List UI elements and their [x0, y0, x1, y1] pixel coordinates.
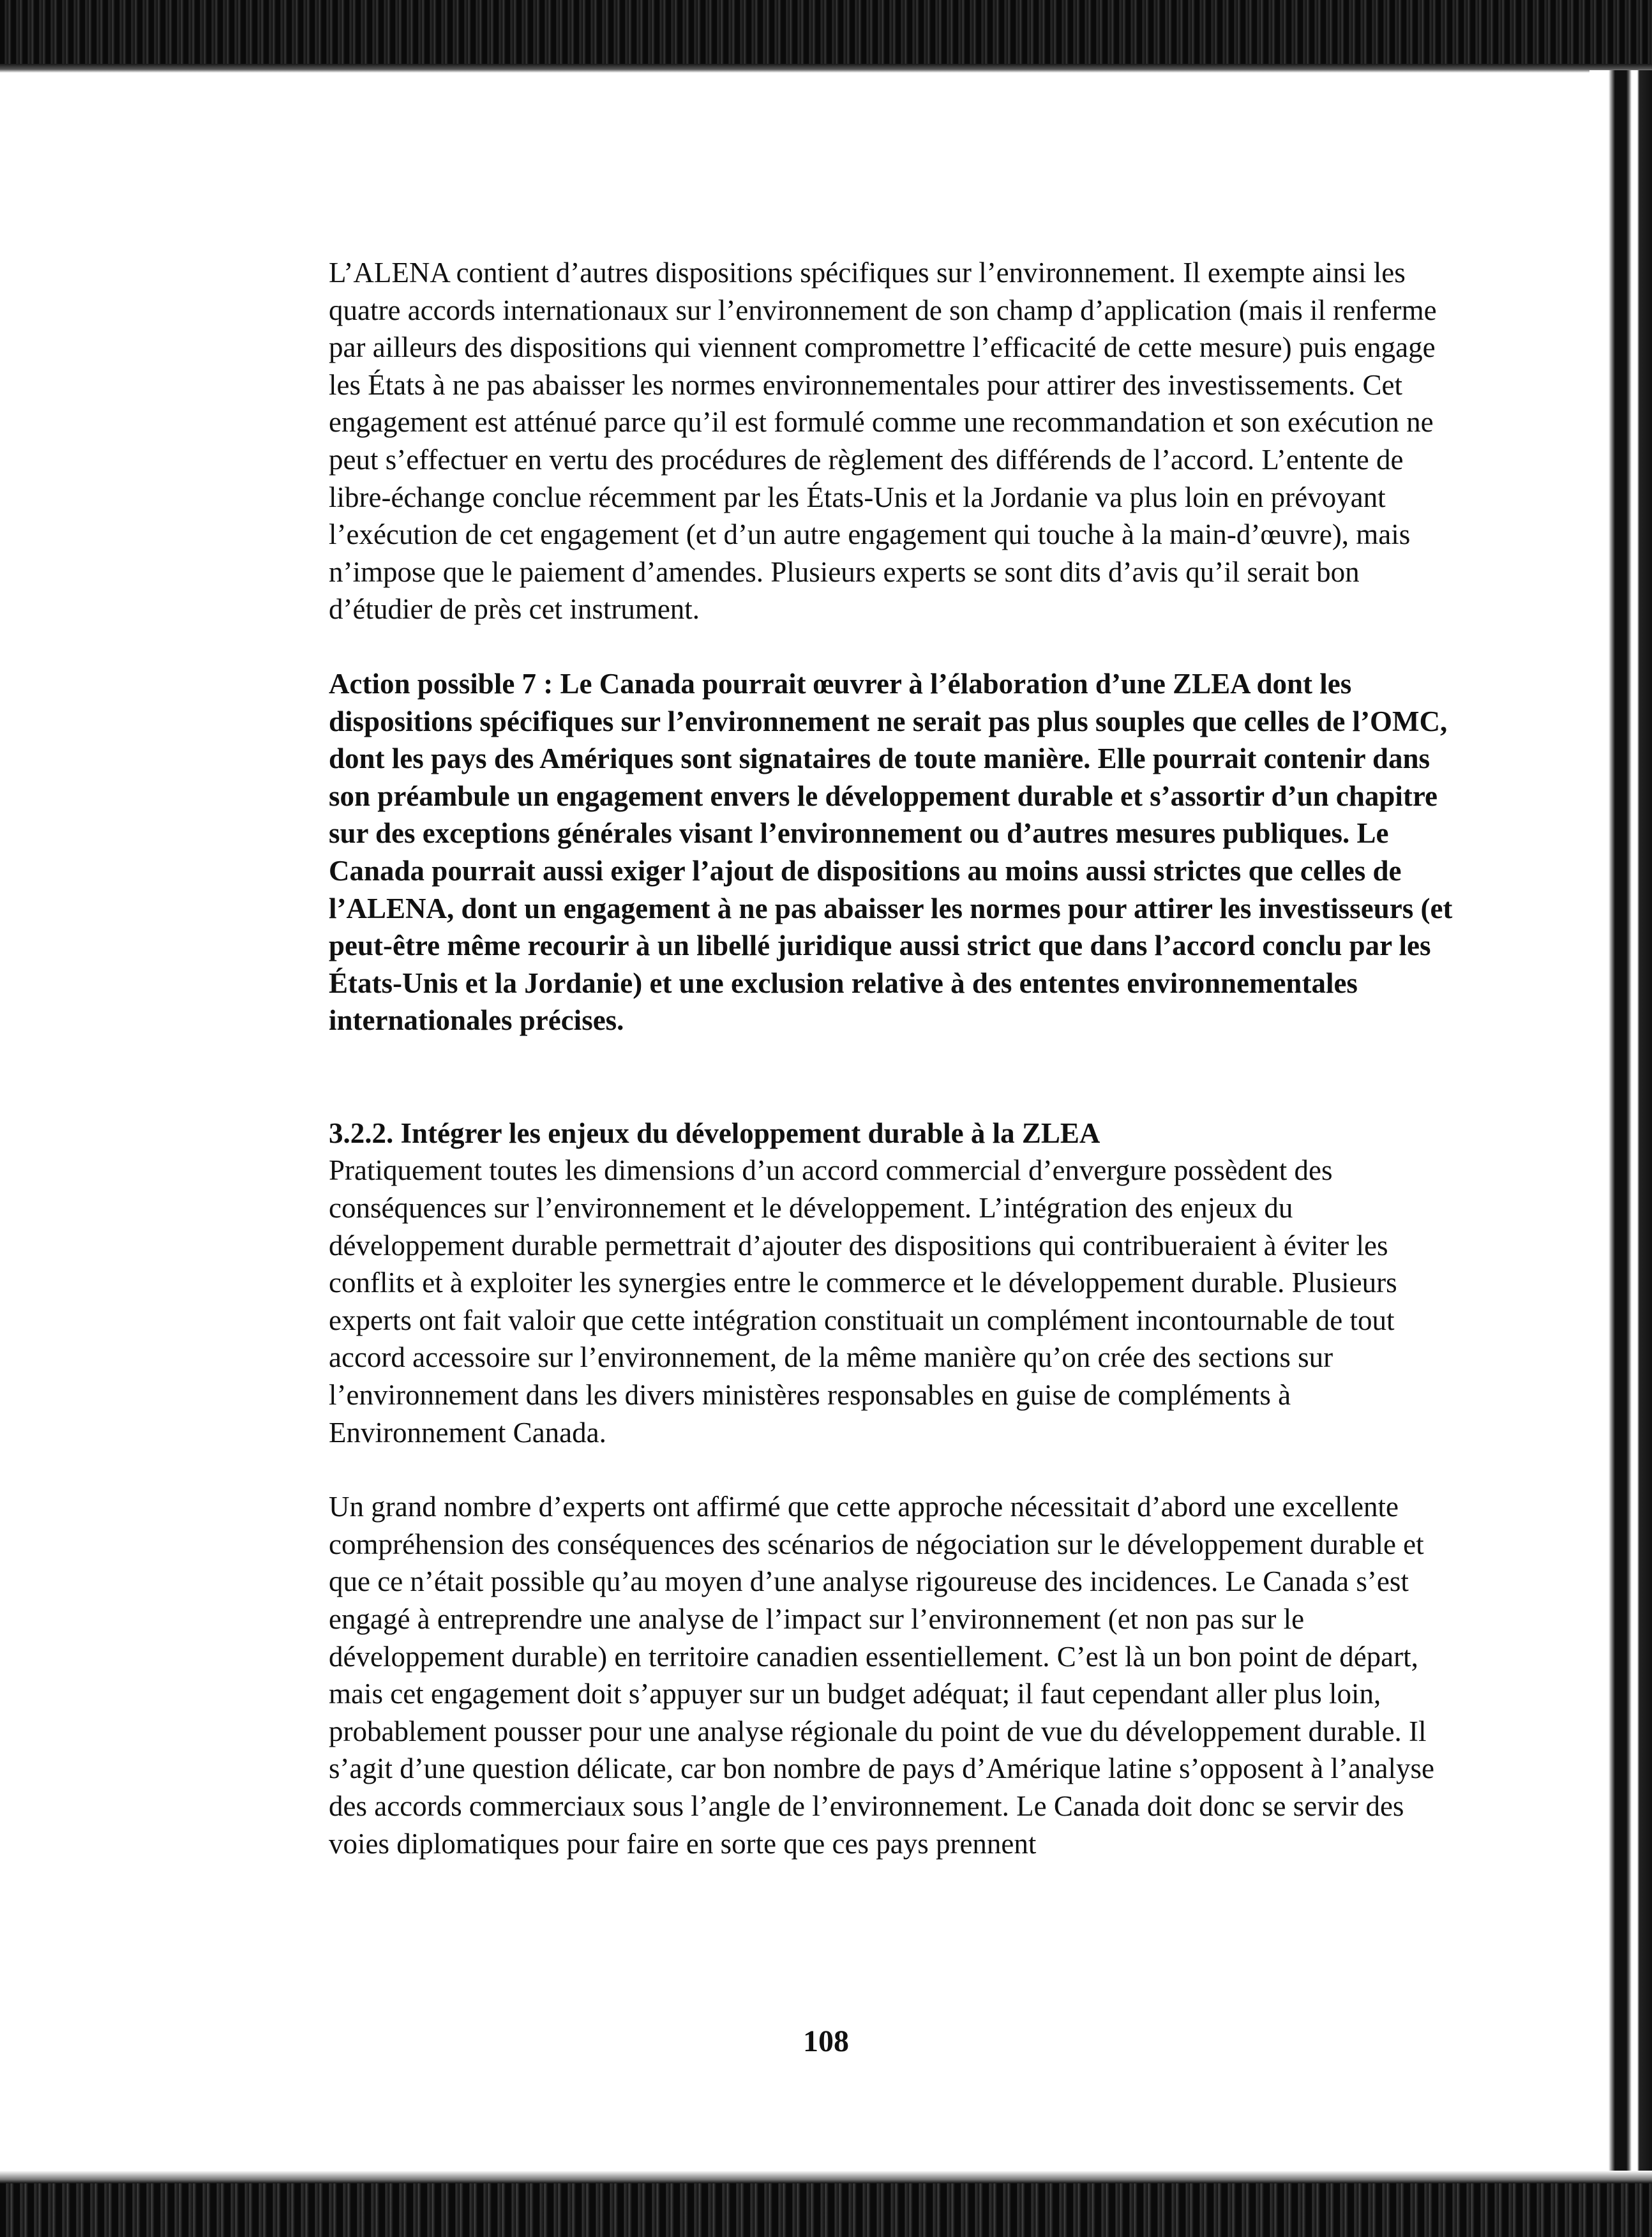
scan-top-border	[0, 0, 1652, 64]
page-content	[329, 254, 1465, 1862]
paragraph-experts-analysis: Un grand nombre d’experts ont affirmé que cette approche nécessitait d’abord une excellente compréhension des conséquences des scénarios de négociation sur le développement durable et que ce n’était possible qu’au moyen d’une analyse rigoureuse des incidences. Le Canada s’est engagé à entreprendre une analyse de l’impact sur l’environnement (et non pas sur le développement durable) en territoire canadien essentiellement. C’est là un bon point de départ, mais cet engagement doit s’appuyer sur un budget adéquat; il faut cependant aller plus loin, probablement pousser pour une analyse régionale du point de vue du développement durable. Il s’agit d’une question délicate, car bon nombre de pays d’Amérique latine s’opposent à l’analyse des accords commerciaux sous l’angle de l’environnement. Le Canada doit donc se servir des voies diplomatiques pour faire en sorte que ces pays prennent	[329, 1491, 1434, 1860]
scan-bottom-edge	[0, 2171, 1652, 2183]
page-number: 108	[803, 2024, 849, 2058]
scan-bottom-border	[0, 2183, 1652, 2237]
scan-top-edge	[0, 64, 1652, 73]
scan-right-border	[1589, 70, 1652, 2183]
paragraph-alena-provisions: L’ALENA contient d’autres dispositions spécifiques sur l’environnement. Il exempte ainsi les quatre accords internationaux sur l’environnement de son champ d’application (mais il renferme par ailleurs des dispositions qui viennent compromettre l’efficacité de cette mesure) puis engage les États à ne pas abaisser les normes environnementales pour attirer des investissements. Cet engagement est atténué parce qu’il est formulé comme une recommandation et son exécution ne peut s’effectuer en vertu des procédures de règlement des différends de l’accord. L’entente de libre-échange conclue récemment par les États-Unis et la Jordanie va plus loin en prévoyant l’exécution de cet engagement (et d’un autre engagement qui touche à la main-d’œuvre), mais n’impose que le paiement d’amendes. Plusieurs experts se sont dits d’avis qu’il serait bon d’étudier de près cet instrument.	[329, 257, 1437, 626]
section-heading-3-2-2: 3.2.2. Intégrer les enjeux du développement durable à la ZLEA	[329, 1117, 1100, 1149]
paragraph-integration: Pratiquement toutes les dimensions d’un accord commercial d’envergure possèdent des conséquences sur l’environnement et le développement. L’intégration des enjeux du développement durable permettrait d’ajouter des dispositions qui contribueraient à éviter les conflits et à exploiter les synergies entre le commerce et le développement durable. Plusieurs experts ont fait valoir que cette intégration constituait un complément incontournable de tout accord accessoire sur l’environnement, de la même manière qu’on crée des sections sur l’environnement dans les divers ministères responsables en guise de compléments à Environnement Canada.	[329, 1154, 1397, 1449]
action-possible-7: Action possible 7 : Le Canada pourrait œuvrer à l’élaboration d’une ZLEA dont les dispositions spécifiques sur l’environnement ne serait pas plus souples que celles de l’OMC, dont les pays des Amériques sont signataires de toute manière. Elle pourrait contenir dans son préambule un engagement envers le développement durable et s’assortir d’un chapitre sur des exceptions générales visant l’environnement ou d’autres mesures publiques. Le Canada pourrait aussi exiger l’ajout de dispositions au moins aussi strictes que celles de l’ALENA, dont un engagement à ne pas abaisser les normes pour attirer les investisseurs (et peut-être même recourir à un libellé juridique aussi strict que dans l’accord conclu par les États-Unis et la Jordanie) et une exclusion relative à des ententes environnementales internationales précises.	[329, 667, 1453, 1037]
